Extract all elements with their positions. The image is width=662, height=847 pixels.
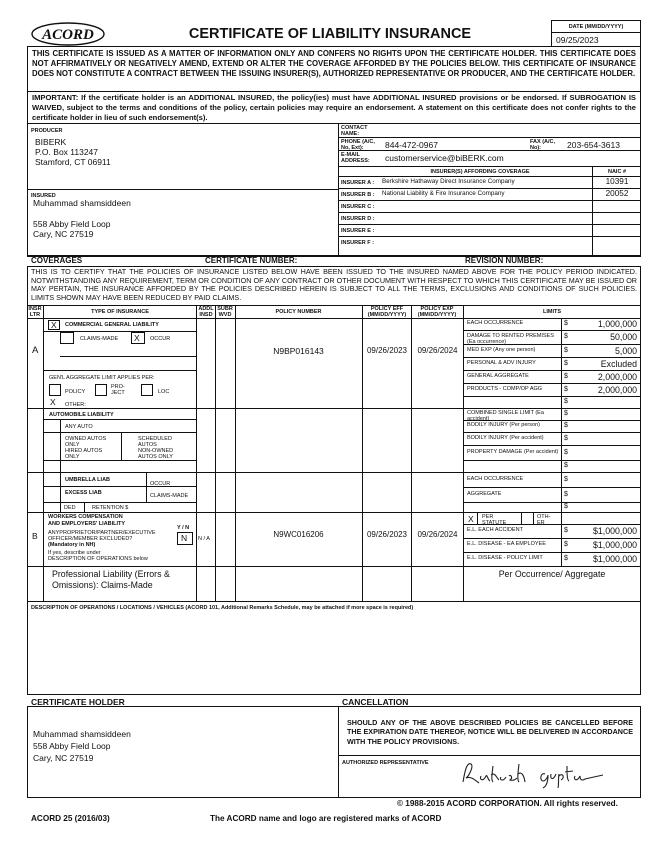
umbrella-limit-label: AGGREGATE <box>467 490 502 497</box>
cgl-insr-ltr: A <box>32 345 39 356</box>
wc-limit-label: E.L. DISEASE - EA EMPLOYEE <box>467 541 546 547</box>
wc-yn: Y / N <box>177 525 190 531</box>
other-label: OTHER: <box>65 402 86 408</box>
notice-important: IMPORTANT: If the certificate holder is an ADDITIONAL INSURED, the policy(ies) must have ADDITIONAL INSURED provisions or be endorsed. If SUBROGATION IS WAIVED, subject to the terms and conditions of the policy, certain policies may require an endorsement. A statement on this certificate does not confer rights to the certificate holder in lieu of such endorsement(s). <box>32 93 636 122</box>
insured-line1: 558 Abby Field Loop <box>33 219 111 229</box>
wc-limit-dollar: $ <box>564 555 568 562</box>
wc-limit-divider <box>463 538 641 539</box>
insurer-row-label: INSURER A : <box>341 180 375 186</box>
umbrella-limit-divider <box>463 502 641 503</box>
wc-title2: AND EMPLOYERS' LIABILITY <box>48 521 126 527</box>
loc-checkbox[interactable] <box>141 384 153 396</box>
description-label: DESCRIPTION OF OPERATIONS / LOCATIONS / VEHICLES (ACORD 101, Additional Remarks Schedule, may be attached if more space is required) <box>31 605 414 611</box>
any-auto-label: ANY AUTO <box>65 424 93 430</box>
col-policy: POLICY NUMBER <box>275 309 322 315</box>
cgl-title: COMMERCIAL GENERAL LIABILITY <box>65 322 159 328</box>
auto-limit-dollar: $ <box>564 422 568 429</box>
date-label: DATE (MM/DD/YYYY) <box>568 24 624 30</box>
notice-disclaimer: THIS CERTIFICATE IS ISSUED AS A MATTER OF INFORMATION ONLY AND CONFERS NO RIGHTS UPON THE CERTIFICATE HOLDER. THIS CERTIFICATE DOES NOT AFFIRMATIVELY OR NEGATIVELY AMEND, EXTEND OR ALTER THE COVERAGE AFFORDED BY THE POLICIES BELOW. THIS CERTIFICATE OF INSURANCE DOES NOT CONSTITUTE A CONTRACT BETWEEN THE ISSUING INSURER(S), AUTHORIZED REPRESENTATIVE OR PRODUCER, AND THE CERTIFICATE HOLDER. <box>32 49 636 78</box>
wc-line1: ANYPROPRIETOR/PARTNER/EXECUTIVE <box>48 530 156 536</box>
cgl-limit-dollar: $ <box>564 346 568 354</box>
cgl-limit-dollar: $ <box>564 333 568 340</box>
coverages-label: COVERAGES <box>31 256 83 265</box>
auto-limit-label: PROPERTY DAMAGE (Per accident) <box>467 448 559 455</box>
insured-name: Muhammad shamsiddeen <box>33 198 131 208</box>
revision-label: REVISION NUMBER: <box>465 256 544 265</box>
auto-title: AUTOMOBILE LIABILITY <box>49 412 114 418</box>
insurers-header: INSURER(S) AFFORDING COVERAGE <box>430 169 530 175</box>
producer-line1: BIBERK <box>35 137 67 147</box>
cgl-limit-label: EACH OCCURRENCE <box>467 320 524 326</box>
wc-na: N / A <box>198 536 210 542</box>
col-exp: POLICY EXP (MM/DD/YYYY) <box>417 306 457 318</box>
fax-label: FAX (A/C, No): <box>530 139 556 151</box>
cgl-limit-label: MED EXP (Any one person) <box>467 346 536 353</box>
project-checkbox[interactable] <box>95 384 107 396</box>
insurer-row-label: INSURER F : <box>341 240 374 246</box>
cgl-limit-value: 50,000 <box>610 332 637 342</box>
fax-value: 203-654-3613 <box>567 140 620 150</box>
cgl-limit-dollar: $ <box>564 320 568 327</box>
col-insr-ltr: INSR LTR <box>28 306 42 318</box>
auto-limit-dollar: $ <box>564 410 568 417</box>
cancellation-text: SHOULD ANY OF THE ABOVE DESCRIBED POLICIES BE CANCELLED BEFORE THE EXPIRATION DATE THEREOF, NOTICE WILL BE DELIVERED IN ACCORDANCE WITH THE POLICY PROVISIONS. <box>347 718 633 746</box>
holder-box <box>27 706 339 798</box>
auto-limit-label: BODILY INJURY (Per person) <box>467 422 540 428</box>
policy-label: POLICY <box>65 389 86 395</box>
wc-title1: WORKERS COMPENSATION <box>48 514 123 520</box>
cgl-limit-label: GENERAL AGGREGATE <box>467 372 529 379</box>
description-box <box>27 601 641 695</box>
insurer-row-name: Berkshire Hathaway Direct Insurance Company <box>382 178 515 185</box>
cgl-limit-value: Excluded <box>600 358 637 369</box>
acord-logo <box>30 20 108 48</box>
footer-copyright: © 1988-2015 ACORD CORPORATION. All rights reserved. <box>397 799 618 808</box>
naic-label: NAIC # <box>607 169 627 175</box>
footer-form-number: ACORD 25 (2016/03) <box>31 814 110 823</box>
project-label: PRO- JECT <box>111 384 125 396</box>
claims-made-checkbox[interactable] <box>60 332 74 344</box>
auto-limit-dollar: $ <box>564 462 568 469</box>
wc-exp-date: 09/26/2024 <box>417 530 458 539</box>
wc-limit-dollar: $ <box>564 527 568 534</box>
holder-line1: 558 Abby Field Loop <box>33 741 111 751</box>
cgl-limit-dollar: $ <box>564 359 568 367</box>
cgl-limit-dollar: $ <box>564 372 568 380</box>
scheduled-autos-label: SCHEDULED AUTOS <box>138 436 172 448</box>
wc-limit-value: $1,000,000 <box>592 526 637 536</box>
coverages-statement: THIS IS TO CERTIFY THAT THE POLICIES OF INSURANCE LISTED BELOW HAVE BEEN ISSUED TO THE INSURED NAMED ABOVE FOR THE POLICY PERIOD INDICATED. NOTWITHSTANDING ANY REQUIREMENT, TERM OR CONDITION OF ANY CONTRACT OR OTHER DOCUMENT WITH RESPECT TO WHICH THIS CERTIFICATE MAY BE ISSUED OR MAY PERTAIN, THE INSURANCE AFFORDED BY THE POLICIES DESCRIBED HEREIN IS SUBJECT TO ALL THE TERMS, EXCLUSIONS AND CONDITIONS OF SUCH POLICIES. LIMITS SHOWN MAY HAVE BEEN REDUCED BY PAID CLAIMS. <box>31 267 637 302</box>
non-owned-autos-label: NON-OWNED AUTOS ONLY <box>138 448 174 460</box>
ded-label: DED <box>64 505 76 511</box>
cgl-exp-date: 09/26/2024 <box>417 346 458 355</box>
authorized-signature <box>455 756 605 790</box>
cgl-limit-value: 1,000,000 <box>597 319 637 329</box>
cgl-limit-dollar: $ <box>564 385 568 393</box>
acord-logo-text: ACORD <box>42 27 94 43</box>
email-value: customerservice@biBERK.com <box>385 153 504 163</box>
insurer-row-divider <box>338 236 641 237</box>
wc-policy-number: N9WC016206 <box>273 530 324 539</box>
cgl-limit-label: DAMAGE TO RENTED PREMISES (Ea occurrence) <box>467 333 554 345</box>
umbrella-limit-dollar: $ <box>564 490 568 498</box>
producer-line2: P.O. Box 113247 <box>35 147 99 157</box>
cgl-limit-divider <box>463 330 641 331</box>
professional-liability-limit: Per Occurrence/ Aggregate <box>498 569 606 579</box>
insurer-row-naic: 20052 <box>605 189 629 198</box>
auto-limit-divider <box>463 460 641 461</box>
wc-limit-label: E.L. DISEASE - POLICY LIMIT <box>467 555 543 561</box>
oth-er-label: OTH- ER <box>537 514 551 526</box>
col-limits: LIMITS <box>542 309 562 315</box>
insurer-row-naic: 10391 <box>605 177 629 186</box>
auto-limit-divider <box>463 432 641 433</box>
insurer-row-label: INSURER B : <box>341 192 375 198</box>
auto-limit-label: COMBINED SINGLE LIMIT (Ea accident) <box>467 410 544 422</box>
notices <box>27 46 641 124</box>
certificate-title: CERTIFICATE OF LIABILITY INSURANCE <box>188 26 472 42</box>
cgl-eff-date: 09/26/2023 <box>366 346 408 355</box>
col-addl: ADDL INSD <box>198 306 214 318</box>
umbrella-label: UMBRELLA LIAB <box>65 477 111 483</box>
insurer-row-divider <box>338 200 641 201</box>
occur-label: OCCUR <box>150 336 171 342</box>
auto-limit-dollar: $ <box>564 434 568 442</box>
producer-label: PRODUCER <box>31 128 63 134</box>
col-type: TYPE OF INSURANCE <box>91 309 149 315</box>
wc-eff-date: 09/26/2023 <box>366 530 408 539</box>
wc-limit-divider <box>463 552 641 553</box>
wc-limit-label: E.L. EACH ACCIDENT <box>467 527 523 533</box>
cgl-limit-label: PRODUCTS - COMP/OP AGG <box>467 385 543 392</box>
owned-autos-label: OWNED AUTOS ONLY <box>65 436 107 448</box>
insurer-row-label: INSURER C : <box>341 204 375 210</box>
holder-line2: Cary, NC 27519 <box>33 753 94 763</box>
certificate-holder-label: CERTIFICATE HOLDER <box>31 697 125 707</box>
cgl-limit-value: 5,000 <box>614 345 637 356</box>
date-value: 09/25/2023 <box>556 35 599 45</box>
umbrella-limit-label: EACH OCCURRENCE <box>467 475 524 482</box>
cert-number-label: CERTIFICATE NUMBER: <box>205 256 298 265</box>
cgl-limit-value: 2,000,000 <box>597 384 637 395</box>
col-subr: SUBR WVD <box>217 306 233 318</box>
policy-checkbox[interactable] <box>49 384 61 396</box>
hired-autos-label: HIRED AUTOS ONLY <box>65 448 103 460</box>
wc-limit-dollar: $ <box>564 541 568 548</box>
insurer-row-divider <box>338 212 641 213</box>
wc-limit-value: $1,000,000 <box>592 554 637 564</box>
col-eff: POLICY EFF (MM/DD/YYYY) <box>367 306 407 318</box>
wc-line5: DESCRIPTION OF OPERATIONS below <box>48 556 148 562</box>
cgl-limit-label: PERSONAL & ADV INJURY <box>467 359 536 366</box>
professional-liability-title: Professional Liability (Errors & Omissions): Claims-Made <box>52 569 170 590</box>
producer-line3: Stamford, CT 06911 <box>35 157 111 167</box>
insurer-row-label: INSURER E : <box>341 228 375 234</box>
auto-limit-divider <box>463 445 641 446</box>
holder-name: Muhammad shamsiddeen <box>33 729 131 739</box>
insurer-row-name: National Liability & Fire Insurance Company <box>382 190 505 197</box>
umbrella-occur-label: OCCUR <box>150 481 171 487</box>
gen-agg-label: GEN'L AGGREGATE LIMIT APPLIES PER: <box>49 375 155 381</box>
phone-value: 844-472-0967 <box>385 140 438 150</box>
umbrella-limit-divider <box>463 487 641 488</box>
cgl-x: X <box>51 320 57 330</box>
contact-name-label: CONTACT NAME: <box>341 125 368 137</box>
cancellation-label: CANCELLATION <box>342 697 409 707</box>
wc-line2: OFFICER/MEMBER EXCLUDED? <box>48 536 133 542</box>
occur-x: X <box>134 333 140 343</box>
wc-line4: If yes, describe under <box>48 550 101 556</box>
other-x: X <box>50 397 56 407</box>
cgl-policy-number: N9BP016143 <box>273 346 324 356</box>
date-box <box>551 20 641 47</box>
umbrella-limit-dollar: $ <box>564 475 568 483</box>
excess-label: EXCESS LIAB <box>65 490 102 496</box>
per-statute-x: X <box>468 514 474 524</box>
insured-label: INSURED <box>31 193 56 199</box>
cgl-limit-value: 2,000,000 <box>597 371 637 382</box>
umbrella-limit-dollar: $ <box>564 503 568 510</box>
email-label: E-MAIL ADDRESS: <box>341 152 370 164</box>
insurer-row-label: INSURER D : <box>341 216 375 222</box>
claims-made-label: CLAIMS-MADE <box>80 336 119 342</box>
wc-insr-ltr: B <box>32 531 38 541</box>
cgl-limit-divider <box>463 396 641 397</box>
auto-limit-label: BODILY INJURY (Per accident) <box>467 434 544 441</box>
retention-label: RETENTION $ <box>92 505 129 511</box>
cgl-limit-dollar: $ <box>564 398 568 405</box>
auto-limit-dollar: $ <box>564 448 568 456</box>
phone-label: PHONE (A/C, No, Ext): <box>341 139 375 151</box>
auto-limit-divider <box>463 420 641 421</box>
wc-line3: (Mandatory in NH) <box>48 542 96 548</box>
insured-line2: Cary, NC 27519 <box>33 229 94 239</box>
loc-label: LOC <box>158 389 170 395</box>
authorized-rep-label: AUTHORIZED REPRESENTATIVE <box>342 760 429 766</box>
footer-marks: The ACORD name and logo are registered marks of ACORD <box>210 814 442 823</box>
insurer-row-divider <box>338 224 641 225</box>
per-statute-label: PER STATUTE <box>482 514 507 526</box>
wc-limit-value: $1,000,000 <box>592 540 637 550</box>
umbrella-claims-made-label: CLAIMS-MADE <box>150 493 189 499</box>
wc-excluded-value: N <box>181 533 188 543</box>
